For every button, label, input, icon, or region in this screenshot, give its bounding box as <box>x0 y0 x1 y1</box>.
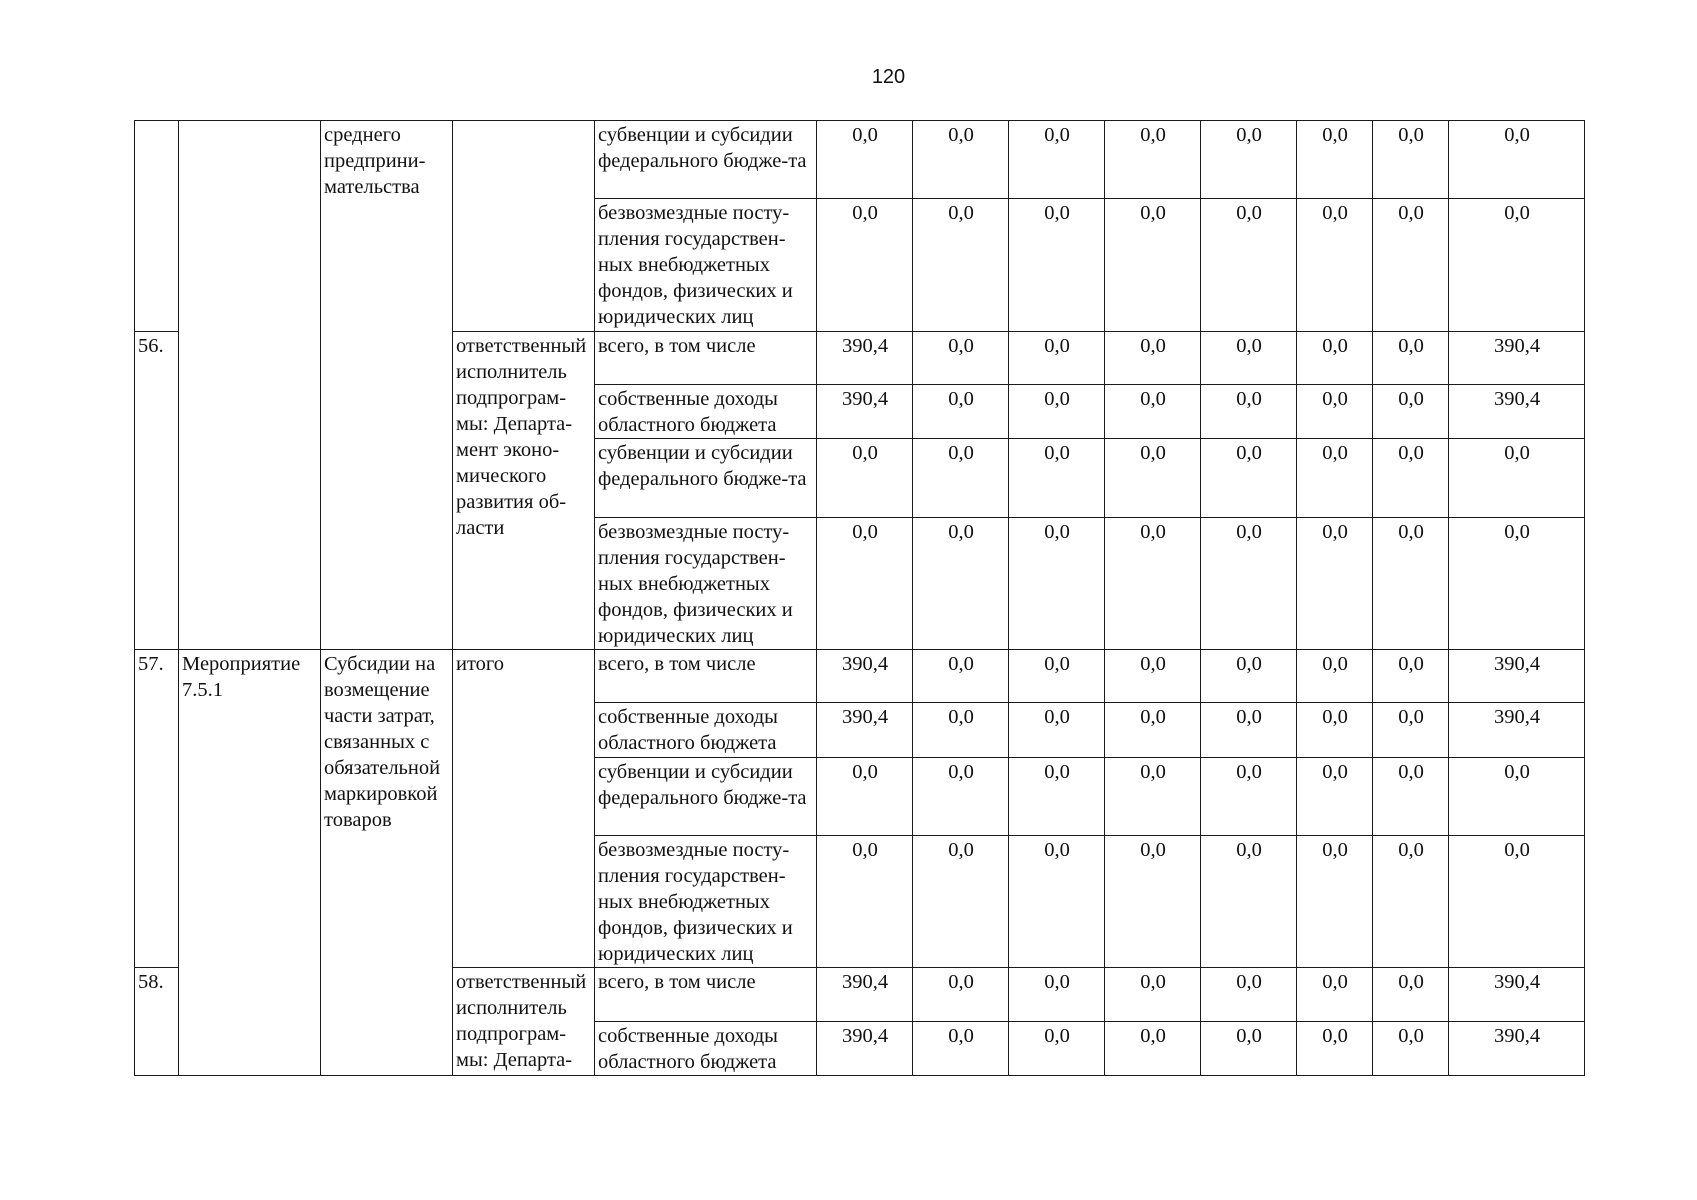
value-cell: 0,0 <box>913 650 1009 703</box>
value-cell: 0,0 <box>1009 968 1105 1021</box>
value-cell: 0,0 <box>1009 757 1105 835</box>
value-cell: 0,0 <box>1201 650 1297 703</box>
value-cell: 390,4 <box>1449 1021 1585 1075</box>
measure-cell <box>179 121 321 650</box>
value-cell: 0,0 <box>1373 1021 1449 1075</box>
value-cell: 0,0 <box>913 517 1009 650</box>
value-cell: 0,0 <box>1201 1021 1297 1075</box>
value-cell: 0,0 <box>913 757 1009 835</box>
row-number-cell: 58. <box>135 968 179 1076</box>
value-cell: 0,0 <box>1449 439 1585 517</box>
value-cell: 0,0 <box>1297 703 1373 757</box>
value-cell: 0,0 <box>1297 121 1373 199</box>
value-cell: 0,0 <box>1201 199 1297 332</box>
value-cell: 0,0 <box>1105 121 1201 199</box>
value-cell: 0,0 <box>1105 650 1201 703</box>
source-cell: безвозмездные посту-пления государствен-ных внебюджетных фондов, физических и юридических лиц <box>595 835 817 968</box>
value-cell: 0,0 <box>1009 199 1105 332</box>
value-cell: 0,0 <box>1009 650 1105 703</box>
value-cell: 0,0 <box>817 757 913 835</box>
value-cell: 0,0 <box>1201 757 1297 835</box>
value-cell: 0,0 <box>1449 517 1585 650</box>
value-cell: 390,4 <box>817 1021 913 1075</box>
value-cell: 0,0 <box>1201 385 1297 439</box>
value-cell: 0,0 <box>1201 517 1297 650</box>
value-cell: 0,0 <box>817 199 913 332</box>
value-cell: 0,0 <box>1105 703 1201 757</box>
source-cell: собственные доходы областного бюджета <box>595 703 817 757</box>
value-cell: 0,0 <box>913 121 1009 199</box>
source-cell: собственные доходы областного бюджета <box>595 1021 817 1075</box>
executor-cell: итого <box>453 650 595 968</box>
value-cell: 0,0 <box>1105 331 1201 384</box>
value-cell: 0,0 <box>1009 439 1105 517</box>
value-cell: 0,0 <box>1201 439 1297 517</box>
value-cell: 0,0 <box>1449 835 1585 968</box>
source-cell: субвенции и субсидии федерального бюдже-та <box>595 757 817 835</box>
value-cell: 0,0 <box>1009 703 1105 757</box>
value-cell: 390,4 <box>1449 650 1585 703</box>
value-cell: 0,0 <box>1373 439 1449 517</box>
budget-table <box>134 120 1585 1076</box>
value-cell: 390,4 <box>817 385 913 439</box>
value-cell: 0,0 <box>913 835 1009 968</box>
value-cell: 390,4 <box>1449 703 1585 757</box>
value-cell: 0,0 <box>1297 835 1373 968</box>
executor-cell: ответственный исполнитель подпрограм-мы: Департа-мент эконо-мического развития об-ласти <box>453 331 595 649</box>
value-cell: 0,0 <box>1373 517 1449 650</box>
source-cell: собственные доходы областного бюджета <box>595 385 817 439</box>
value-cell: 0,0 <box>1009 517 1105 650</box>
measure-cell: Мероприятие 7.5.1 <box>179 650 321 1076</box>
value-cell: 0,0 <box>1373 650 1449 703</box>
value-cell: 0,0 <box>1449 757 1585 835</box>
value-cell: 0,0 <box>913 703 1009 757</box>
value-cell: 0,0 <box>1009 1021 1105 1075</box>
value-cell: 0,0 <box>1373 199 1449 332</box>
value-cell: 0,0 <box>913 1021 1009 1075</box>
table-row <box>135 121 1585 199</box>
value-cell: 0,0 <box>1105 199 1201 332</box>
value-cell: 0,0 <box>1009 331 1105 384</box>
value-cell: 0,0 <box>1105 1021 1201 1075</box>
source-cell: всего, в том числе <box>595 650 817 703</box>
value-cell: 0,0 <box>1105 439 1201 517</box>
page-number: 120 <box>871 66 906 88</box>
source-cell: всего, в том числе <box>595 331 817 384</box>
value-cell: 390,4 <box>1449 331 1585 384</box>
value-cell: 0,0 <box>817 517 913 650</box>
value-cell: 0,0 <box>817 121 913 199</box>
executor-cell: ответственный исполнитель подпрограм-мы: Департа- <box>453 968 595 1076</box>
source-cell: субвенции и субсидии федерального бюдже-та <box>595 121 817 199</box>
value-cell: 0,0 <box>1297 757 1373 835</box>
value-cell: 0,0 <box>1449 121 1585 199</box>
value-cell: 0,0 <box>1297 199 1373 332</box>
value-cell: 0,0 <box>913 968 1009 1021</box>
value-cell: 0,0 <box>1201 331 1297 384</box>
value-cell: 0,0 <box>1373 121 1449 199</box>
value-cell: 390,4 <box>1449 968 1585 1021</box>
value-cell: 0,0 <box>1297 331 1373 384</box>
value-cell: 0,0 <box>817 439 913 517</box>
row-number-cell: 56. <box>135 331 179 649</box>
value-cell: 0,0 <box>1373 968 1449 1021</box>
table-row <box>135 650 1585 703</box>
value-cell: 0,0 <box>1297 517 1373 650</box>
value-cell: 0,0 <box>913 439 1009 517</box>
source-cell: всего, в том числе <box>595 968 817 1021</box>
value-cell: 0,0 <box>913 385 1009 439</box>
value-cell: 0,0 <box>1373 703 1449 757</box>
value-cell: 0,0 <box>1297 385 1373 439</box>
value-cell: 0,0 <box>1105 968 1201 1021</box>
value-cell: 390,4 <box>1449 385 1585 439</box>
source-cell: безвозмездные посту-пления государствен-ных внебюджетных фондов, физических и юридических лиц <box>595 517 817 650</box>
value-cell: 0,0 <box>1201 835 1297 968</box>
value-cell: 0,0 <box>1297 968 1373 1021</box>
value-cell: 0,0 <box>1009 121 1105 199</box>
value-cell: 390,4 <box>817 968 913 1021</box>
value-cell: 0,0 <box>1373 385 1449 439</box>
value-cell: 0,0 <box>1105 835 1201 968</box>
value-cell: 0,0 <box>1373 835 1449 968</box>
name-cell: среднего предприни-мательства <box>321 121 453 650</box>
value-cell: 0,0 <box>1201 703 1297 757</box>
value-cell: 390,4 <box>817 703 913 757</box>
value-cell: 0,0 <box>1105 517 1201 650</box>
value-cell: 0,0 <box>1201 968 1297 1021</box>
row-number-cell: 57. <box>135 650 179 968</box>
row-number-cell <box>135 121 179 332</box>
value-cell: 0,0 <box>1009 835 1105 968</box>
value-cell: 0,0 <box>1449 199 1585 332</box>
value-cell: 390,4 <box>817 331 913 384</box>
value-cell: 0,0 <box>913 331 1009 384</box>
source-cell: субвенции и субсидии федерального бюдже-та <box>595 439 817 517</box>
value-cell: 0,0 <box>817 835 913 968</box>
executor-cell <box>453 121 595 332</box>
value-cell: 0,0 <box>1373 331 1449 384</box>
value-cell: 0,0 <box>1201 121 1297 199</box>
value-cell: 0,0 <box>1105 385 1201 439</box>
value-cell: 0,0 <box>1297 1021 1373 1075</box>
table-body <box>135 121 1585 1076</box>
value-cell: 0,0 <box>913 199 1009 332</box>
value-cell: 0,0 <box>1297 650 1373 703</box>
value-cell: 0,0 <box>1105 757 1201 835</box>
name-cell: Субсидии на возмещение части затрат, связанных с обязательной маркировкой товаров <box>321 650 453 1076</box>
source-cell: безвозмездные посту-пления государствен-ных внебюджетных фондов, физических и юридических лиц <box>595 199 817 332</box>
value-cell: 0,0 <box>1009 385 1105 439</box>
value-cell: 390,4 <box>817 650 913 703</box>
value-cell: 0,0 <box>1373 757 1449 835</box>
value-cell: 0,0 <box>1297 439 1373 517</box>
